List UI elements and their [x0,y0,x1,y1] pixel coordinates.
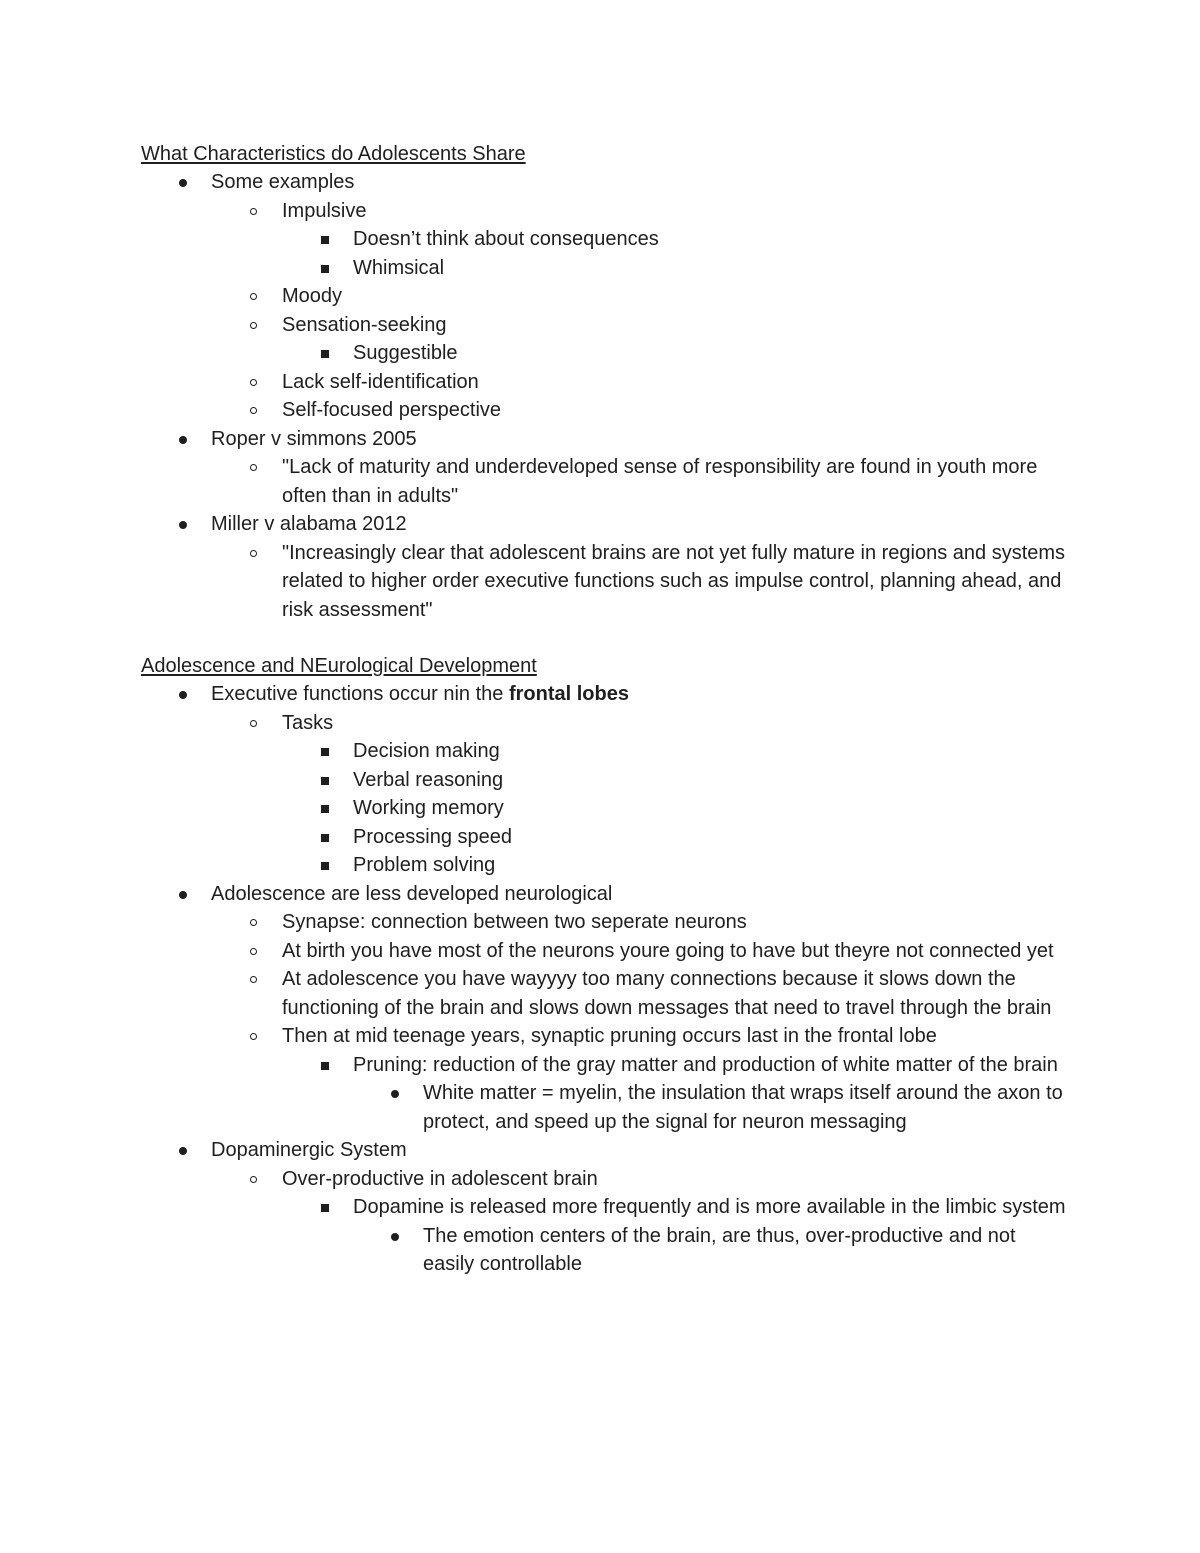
list-item-text [282,908,1071,937]
disc-bullet-icon [391,1090,399,1098]
circle-bullet-icon [250,208,257,215]
circle-bullet-icon [250,322,257,329]
list-item-text [282,197,1071,226]
item-text: Over-productive in adolescent brain [282,1167,598,1190]
list-item-text [211,1136,1071,1165]
list-item [141,396,1071,425]
list-item [141,851,1071,880]
item-text: White matter = myelin, the insulation that wraps itself around the axon to protect, and speed up the signal for neuron messaging [423,1082,1063,1133]
list-item-text [211,425,1071,454]
circle-bullet-icon [250,379,257,386]
circle-bullet-icon [250,407,257,414]
bullet-list [141,168,1071,624]
document-page [141,140,1071,1279]
item-text: Whimsical [353,256,445,279]
list-item [141,1051,1071,1080]
square-bullet-icon [321,265,329,273]
disc-bullet-icon [179,1147,187,1155]
circle-bullet-icon [250,919,257,926]
list-item [141,453,1071,510]
circle-bullet-icon [250,293,257,300]
list-item [141,311,1071,340]
list-item-text [282,396,1071,425]
square-bullet-icon [321,777,329,785]
item-text: "Lack of maturity and underdeveloped sense of responsibility are found in youth more often than in adults" [282,456,1038,507]
list-item [141,823,1071,852]
list-item [141,937,1071,966]
list-item [141,368,1071,397]
list-item [141,965,1071,1022]
circle-bullet-icon [250,948,257,955]
list-item-text [282,709,1071,738]
item-text: Decision making [353,740,500,762]
disc-bullet-icon [391,1233,399,1241]
item-text: Doesn’t think about consequences [353,228,659,250]
list-item-text [353,766,1071,795]
list-item-text [282,937,1071,966]
list-item-text [353,823,1071,852]
circle-bullet-icon [250,550,257,557]
list-item-text [282,1165,1071,1194]
item-text: Miller v alabama 2012 [211,513,407,535]
list-item [141,225,1071,254]
disc-bullet-icon [179,179,187,187]
square-bullet-icon [321,862,329,870]
item-text: At adolescence you have wayyyy too many connections because it slows down the functioning of the brain and slows down messages that need to travel through the brain [282,968,1052,1019]
square-bullet-icon [321,1062,329,1070]
item-text: Self-focused perspective [282,399,502,421]
circle-bullet-icon [250,720,257,727]
list-item-text [211,880,1071,909]
square-bullet-icon [321,350,329,358]
list-item-text [282,368,1071,397]
list-item-text [282,965,1071,1022]
item-text: Pruning: reduction of the gray matter and production of white matter of the brain [353,1053,1058,1076]
square-bullet-icon [321,805,329,813]
item-text: Problem solving [353,854,496,876]
item-text: Tasks [282,711,334,734]
item-text: Processing speed [353,825,512,848]
list-item [141,1136,1071,1165]
list-item-text [282,282,1071,311]
list-item-text [353,339,1071,368]
list-item-text [211,510,1071,539]
item-text: Adolescence are less developed neurological [211,882,613,905]
disc-bullet-icon [179,691,187,699]
item-text: Some examples [211,171,355,193]
list-item-text [211,680,1071,709]
list-item [141,339,1071,368]
circle-bullet-icon [250,1176,257,1183]
list-item-text [353,851,1071,880]
list-item-text [423,1222,1071,1279]
list-item [141,709,1071,738]
list-item [141,794,1071,823]
item-text: Executive functions occur nin the [211,683,509,705]
list-item [141,197,1071,226]
bold-term: frontal lobes [508,683,629,705]
square-bullet-icon [321,1204,329,1212]
square-bullet-icon [321,834,329,842]
list-item-text [353,794,1071,823]
list-item-text [282,311,1071,340]
list-item [141,254,1071,283]
list-item [141,1022,1071,1051]
item-text: Verbal reasoning [353,768,504,791]
list-item [141,282,1071,311]
list-item [141,766,1071,795]
item-text: Roper v simmons 2005 [211,427,417,450]
item-text: At birth you have most of the neurons youre going to have but theyre not connected yet [282,939,1054,962]
disc-bullet-icon [179,521,187,529]
list-item-text [423,1079,1071,1136]
list-item [141,510,1071,539]
list-item [141,1165,1071,1194]
list-item-text [353,254,1071,283]
list-item [141,425,1071,454]
list-item-text [211,168,1071,197]
list-item [141,737,1071,766]
square-bullet-icon [321,236,329,244]
list-item [141,1193,1071,1222]
disc-bullet-icon [179,891,187,899]
item-text: Impulsive [282,199,367,222]
list-item-text [353,225,1071,254]
square-bullet-icon [321,748,329,756]
list-item-text [353,1193,1071,1222]
list-item-text [353,737,1071,766]
list-item-text [282,453,1071,510]
item-text: Sensation-seeking [282,313,447,336]
list-item [141,680,1071,709]
circle-bullet-icon [250,976,257,983]
list-item [141,168,1071,197]
circle-bullet-icon [250,464,257,471]
list-item [141,908,1071,937]
item-text: Synapse: connection between two seperate neurons [282,911,747,933]
item-text: Dopaminergic System [211,1139,407,1161]
list-item [141,880,1071,909]
item-text: The emotion centers of the brain, are thus, over-productive and not easily controllable [423,1224,1016,1275]
item-text: Moody [282,285,343,307]
item-text: "Increasingly clear that adolescent brains are not yet fully mature in regions and systems related to higher order executive functions such as impulse control, planning ahead, and risk assessment" [282,541,1066,621]
list-item-text [282,539,1071,625]
list-item [141,539,1071,625]
list-item-text [282,1022,1071,1051]
disc-bullet-icon [179,436,187,444]
list-item-text [353,1051,1071,1080]
bullet-list [141,680,1071,1279]
section-characteristics [141,140,1071,624]
item-text: Suggestible [353,342,458,364]
circle-bullet-icon [250,1033,257,1040]
item-text: Dopamine is released more frequently and is more available in the limbic system [353,1196,1066,1218]
section-neurological-development [141,652,1071,1279]
list-item [141,1079,1071,1136]
item-text: Working memory [353,797,504,819]
section-heading: Adolescence and NEurological Development [141,655,537,677]
section-heading: What Characteristics do Adolescents Share [141,143,526,165]
list-item [141,1222,1071,1279]
item-text: Then at mid teenage years, synaptic pruning occurs last in the frontal lobe [282,1025,937,1047]
item-text: Lack self-identification [282,370,479,393]
